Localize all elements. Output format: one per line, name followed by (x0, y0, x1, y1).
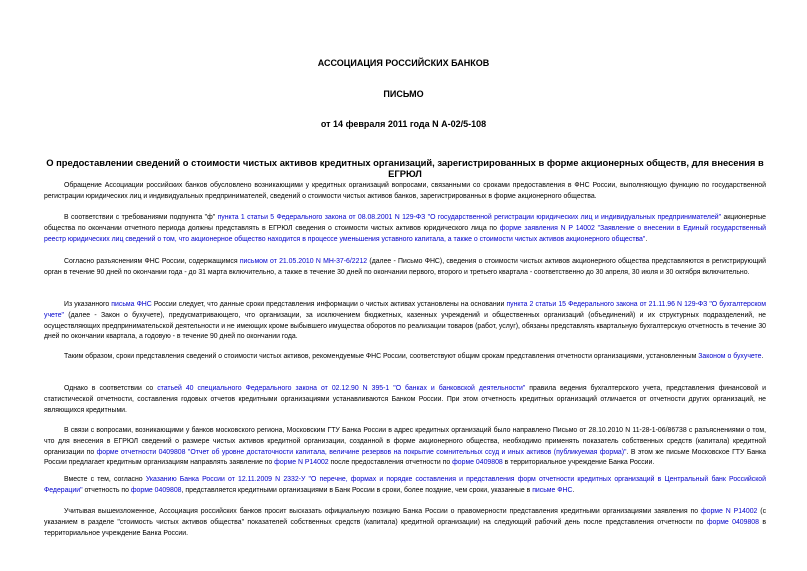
document-link[interactable]: Законом о бухучете (698, 353, 762, 360)
paragraph-text: . В этом же письме Московское ГТУ Банка России предлагает кредитным организациям направлять заявление по (44, 448, 766, 467)
document-link[interactable]: письме ФНС (532, 486, 573, 494)
document-link[interactable]: Указанию Банка России от 12.11.2009 N 2332-У "О перечне, формах и порядке составления и представления форм отчетности кредитных организаций в Центральный банк Российской Федерации" (44, 476, 766, 494)
paragraph-text: правила ведения бухгалтерского учета, представления финансовой и статистической отчетности, составления годовых отчетов кредитными организациями устанавливаются Банком России. При этом отчетность кредитных организаций отличается от отчетности других организаций, не являющихся кредитными. (44, 385, 767, 414)
document-link[interactable]: статьей 40 специального Федерального закона от 02.12.90 N 395-1 "О банках и банковской деятельности" (157, 385, 526, 392)
paragraph-2 (44, 213, 766, 245)
paragraph-text: после предоставления отчетности по (328, 459, 453, 467)
paragraph-text: В соответствии с требованиями подпункта "ф" (64, 214, 218, 221)
paragraph-text: акционерные общества по окончании отчетного периода должны представлять в ЕГРЮЛ сведения о стоимости чистых активов юридического лица по (44, 214, 766, 232)
paragraph-text: Из указанного (64, 301, 112, 308)
paragraph-text: (с указанием в разделе "стоимость чистых активов общества" показателей собственных средств (капитала) кредитной организации) на следующий рабочий день после представления отчетности по (44, 508, 767, 526)
paragraph-7 (44, 426, 766, 469)
document-type: ПИСЬМО (383, 89, 424, 99)
paragraph-text: Обращение Ассоциации российских банков обусловлено возникающими у кредитных организаций вопросами, связанными со сроками предоставления в ФНС России, выполняющую функцию по государственной регистрации юридических лиц и индивидуальных предпринимателей, сведений о стоимости чистых активов банков, зарегистрированных в форме акционерного общества. (44, 182, 766, 200)
paragraph-4 (44, 300, 766, 343)
document-link[interactable]: письма ФНС (111, 301, 152, 308)
paragraph-text: отчетность по (82, 486, 131, 494)
paragraph-text: Вместе с тем, согласно (64, 476, 146, 483)
paragraph-8 (44, 475, 766, 497)
document-link[interactable]: форме N Р14002 (700, 508, 758, 515)
organization-title: АССОЦИАЦИЯ РОССИЙСКИХ БАНКОВ (317, 58, 490, 68)
paragraph-text: в территориальное учреждение Банка России. (44, 518, 766, 537)
paragraph-text: Согласно разъяснениям ФНС России, содержащимся (64, 258, 240, 265)
paragraph-text: . (572, 486, 575, 494)
document-link[interactable]: пункта 1 статьи 5 Федерального закона от 08.08.2001 N 129-ФЗ "О государственной регистрации юридических лиц и индивидуальных предпринимателей" (217, 214, 722, 221)
paragraph-text: В связи с вопросами, возникающими у банков московского региона, Московским ГТУ Банка России в адрес кредитных организаций было направлено Письмо от 28.10.2010 N 11-28-1-06/86738 с разъяснениями о том, что для внесения в ЕГРЮЛ сведений о размере чистых активов кредитной организации, созданной в форме акционерного общества, необходимо применять показатель собственных средств (капитала) кредитной организации по (44, 427, 766, 456)
paragraph-text: . (761, 353, 764, 360)
paragraph-text: Таким образом, сроки представления сведений о стоимости чистых активов, рекомендуемые ФНС России, соответствуют общим срокам представления отчетности организациями, установленным (64, 353, 699, 360)
document-date: от 14 февраля 2011 года N А-02/5-108 (320, 119, 487, 129)
paragraph-text: Однако в соответствии со (64, 385, 158, 392)
document-link[interactable]: форме N Р14002 (274, 459, 329, 467)
paragraph-6 (44, 384, 766, 416)
document-subject: О предоставлении сведений о стоимости чистых активов кредитных организаций, зарегистрированных в форме акционерных обществ, для внесения в ЕГРЮЛ (46, 157, 764, 179)
paragraph-1 (44, 181, 766, 203)
document-link[interactable]: форме 0409808 (130, 486, 182, 494)
paragraph-5 (44, 352, 766, 363)
paragraph-text: (далее - Закон о бухучете), предусматривающего, что организации, за исключением бюджетных, казенных учреждений и общественных организаций (объединений) и их структурных подразделений, не осуществляющих предпринимательской деятельности и не имеющих кроме выбывшего имущества оборотов по реализации товаров (работ, услуг), обязаны представлять квартальную бухгалтерскую отчетность в течение 30 дней по окончании квартала, а годовую - в течение 90 дней по окончании года. (44, 311, 766, 341)
paragraph-3 (44, 257, 766, 279)
paragraph-text: . (645, 235, 648, 243)
document-link[interactable]: пункта 2 статьи 15 Федерального закона от 21.11.96 N 129-ФЗ "О бухгалтерском учете" (44, 301, 766, 319)
document-link[interactable]: письмом от 21.05.2010 N МН-37-6/2212 (239, 258, 368, 265)
document-link[interactable]: форме заявления N Р 14002 "Заявление о внесении в Единый государственный реестр юридических лиц сведений о том, что акционерное общество находится в процессе уменьшения уставного капитала, а также о стоимости чистых активов акционерного общества" (44, 224, 767, 243)
paragraph-text: (далее - Письмо ФНС), сведения о стоимости чистых активов акционерного общества представляются в регистрирующий орган в течение 90 дней по окончании года - до 31 марта включительно, а также в течение 30 дней по окончании первого, второго и третьего квартала - соответственно до 30 апреля, 30 июля и 30 октября включительно. (44, 258, 766, 276)
paragraph-text: , представляется кредитными организациями в Банк России в сроки, более поздние, чем сроки, указанные в (181, 486, 533, 494)
paragraph-9 (44, 507, 766, 539)
paragraph-text: Учитывая вышеизложенное, Ассоциация российских банков просит высказать официальную позицию Банка России о правомерности представления кредитными организациями заявления по (64, 508, 701, 515)
paragraph-text: в территориальное учреждение Банка России. (502, 459, 655, 467)
document-link[interactable]: форме 0409808 (706, 518, 759, 526)
paragraph-text: России следует, что данные сроки представления информации о чистых активах установлены на основании (151, 301, 507, 308)
document-link[interactable]: форме отчетности 0409808 "Отчет об уровне достаточности капитала, величине резервов на покрытие сомнительных ссуд и иных активов (публикуемая форма)" (96, 448, 627, 456)
document-link[interactable]: форме 0409808 (452, 459, 503, 467)
